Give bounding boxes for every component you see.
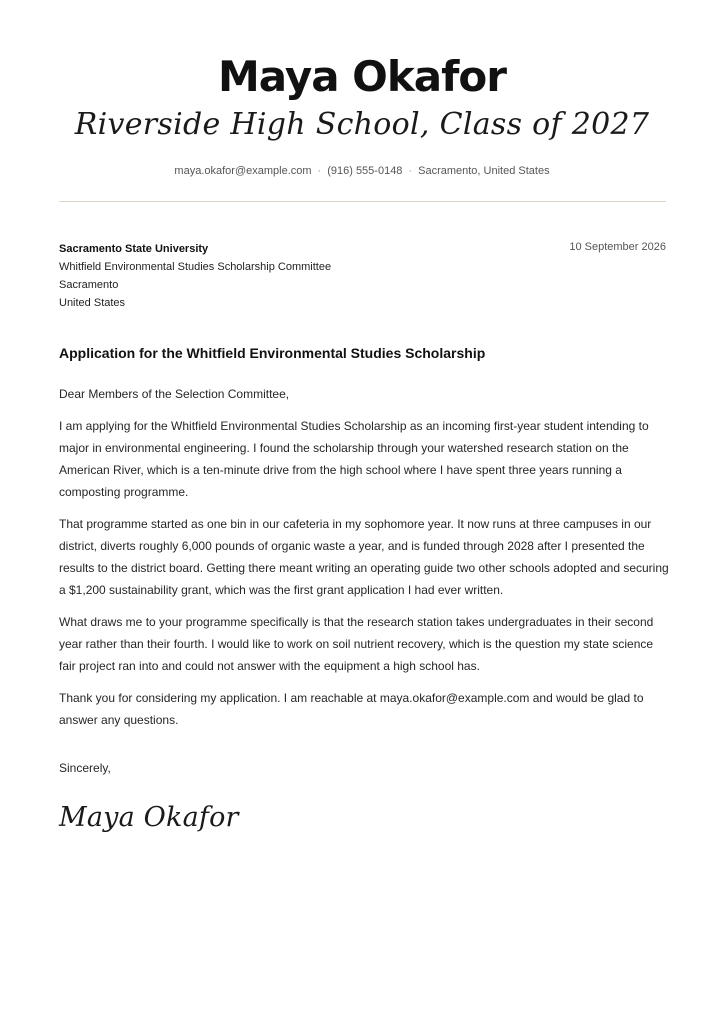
contact-phone[interactable]: (916) 555-0148 xyxy=(327,165,403,177)
letter-date: 10 September 2026 xyxy=(569,241,666,253)
contact-separator: · xyxy=(408,165,413,177)
header-divider xyxy=(59,201,666,202)
body-paragraph: Thank you for considering my application. I am reachable at maya.okafor@example.com and would be glad to answer any questions. xyxy=(59,691,644,727)
letterhead xyxy=(0,52,724,178)
contact-separator: · xyxy=(317,165,322,177)
recipient-city: Sacramento xyxy=(59,279,119,291)
contact-email[interactable]: maya.okafor@example.com xyxy=(174,165,312,177)
recipient-address xyxy=(59,240,479,312)
applicant-name: Maya Okafor xyxy=(217,52,506,101)
recipient-country: United States xyxy=(59,297,126,309)
body-paragraph: What draws me to your programme specifically is that the research station takes undergraduates in their second year rather than their fourth. I would like to work on soil nutrient recovery, which is the question my state science fair project ran into and could not answer with the equipment a high school has. xyxy=(59,615,654,673)
letter-body xyxy=(59,383,669,741)
salutation: Dear Members of the Selection Committee, xyxy=(59,387,290,401)
recipient-organization: Sacramento State University xyxy=(59,243,209,255)
handwritten-signature: Maya Okafor xyxy=(59,802,239,833)
letter-subject: Application for the Whitfield Environmental Studies Scholarship xyxy=(59,345,486,361)
contact-line xyxy=(0,164,724,178)
school-tagline: Riverside High School, Class of 2027 xyxy=(74,107,650,142)
body-paragraph: That programme started as one bin in our cafeteria in my sophomore year. It now runs at three campuses in our district, diverts roughly 6,000 pounds of organic waste a year, and is funded through 2028 after I presented the results to the district board. Getting there meant writing an operating guide two other schools adopted and securing a $1,200 sustainability grant, which was the first grant application I had ever written. xyxy=(59,517,669,597)
closing-signoff: Sincerely, xyxy=(59,761,111,775)
contact-location: Sacramento, United States xyxy=(418,165,550,177)
body-paragraph: I am applying for the Whitfield Environmental Studies Scholarship as an incoming first-year student intending to major in environmental engineering. I found the scholarship through your watershed research station on the American River, which is a ten-minute drive from the high school where I have spent three years running a composting programme. xyxy=(59,419,649,499)
recipient-committee: Whitfield Environmental Studies Scholarship Committee xyxy=(59,261,332,273)
